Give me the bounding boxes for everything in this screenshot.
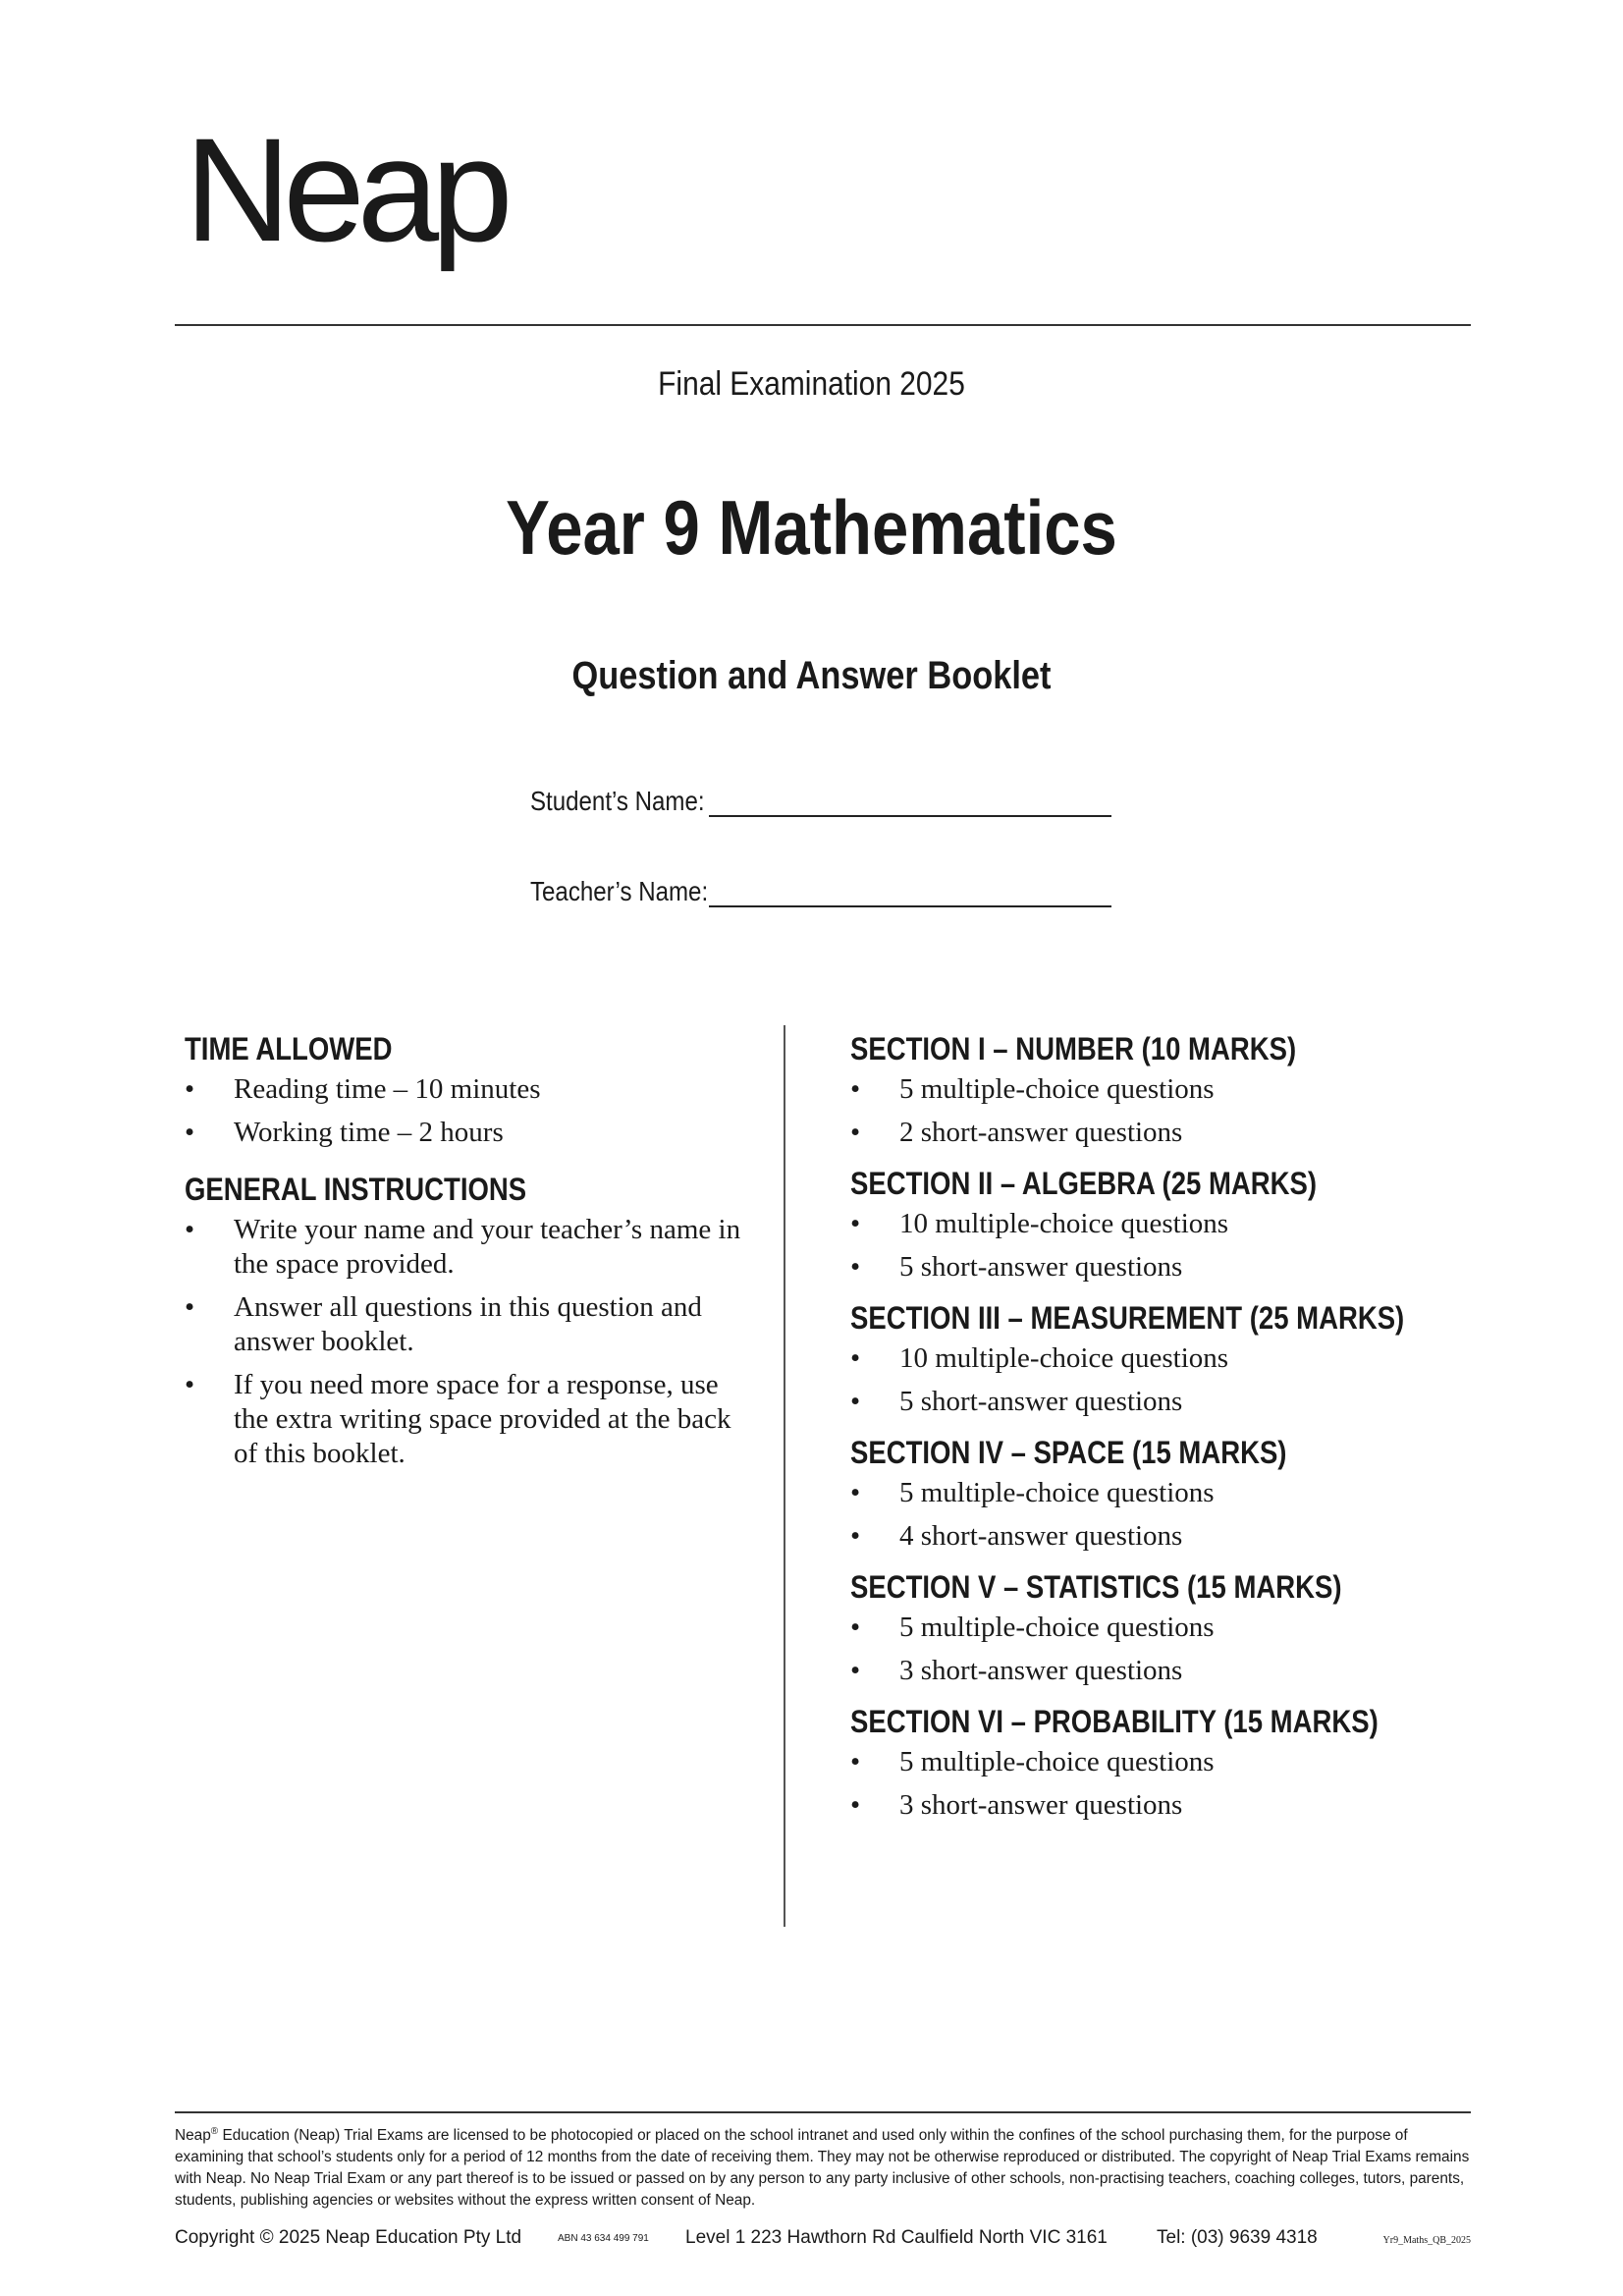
student-name-label: Student’s Name: <box>530 786 705 816</box>
section-group <box>850 1433 1439 1554</box>
address-text: Level 1 223 Hawthorn Rd Caulfield North VIC 3161 <box>685 2227 1108 2248</box>
document-code: Yr9_Maths_QB_2025 <box>1382 2235 1471 2246</box>
list-item: • 5 short-answer questions <box>850 1250 1439 1285</box>
teacher-name-row <box>530 868 1111 907</box>
neap-logo: Neap <box>185 107 506 272</box>
section-list <box>850 1207 1439 1285</box>
time-allowed-group <box>185 1029 754 1150</box>
list-item: • 3 short-answer questions <box>850 1654 1439 1688</box>
time-allowed-heading: TIME ALLOWED <box>185 1031 393 1066</box>
copyright-disclaimer <box>175 2121 1471 2212</box>
disclaimer-brand: Neap <box>175 2127 211 2145</box>
student-name-row <box>530 778 1111 817</box>
section-list <box>850 1745 1439 1823</box>
left-column <box>185 1029 754 1491</box>
section-group <box>850 1029 1439 1150</box>
list-item: • 4 short-answer questions <box>850 1519 1439 1554</box>
footer <box>175 2227 1471 2257</box>
section-heading: SECTION III – MEASUREMENT (25 MARKS) <box>850 1300 1405 1336</box>
list-item: • Working time – 2 hours <box>185 1116 754 1150</box>
general-instructions-heading: GENERAL INSTRUCTIONS <box>185 1172 527 1207</box>
section-list <box>850 1476 1439 1554</box>
section-group <box>850 1164 1439 1285</box>
section-heading: SECTION I – NUMBER (10 MARKS) <box>850 1031 1297 1066</box>
abn-text: ABN 43 634 499 791 <box>558 2233 649 2244</box>
section-group <box>850 1702 1439 1823</box>
list-item: • 5 multiple-choice questions <box>850 1476 1439 1510</box>
section-heading: SECTION IV – SPACE (15 MARKS) <box>850 1435 1287 1470</box>
bottom-divider <box>175 2111 1471 2113</box>
teacher-name-field[interactable] <box>709 876 1111 907</box>
section-list <box>850 1341 1439 1419</box>
list-item: • 3 short-answer questions <box>850 1788 1439 1823</box>
telephone-text: Tel: (03) 9639 4318 <box>1157 2227 1318 2248</box>
disclaimer-text: Education (Neap) Trial Exams are licensed to be photocopied or placed on the school intranet and used only within the confines of the school purchasing them, for the purpose of examining that school’s students only for a period of 12 months from the date of receiving them. They may not be otherwise reproduced or distributed. The copyright of Neap Trial Exams remains with Neap. No Neap Trial Exam or any part thereof is to be issued or passed on by any person to any party inclusive of other schools, non-practising teachers, coaching colleges, tutors, parents, students, publishing agencies or websites without the express written consent of Neap. <box>175 2127 1470 2210</box>
list-item: • 10 multiple-choice questions <box>850 1341 1439 1376</box>
list-item: • 10 multiple-choice questions <box>850 1207 1439 1241</box>
section-list <box>850 1072 1439 1150</box>
time-allowed-list <box>185 1072 754 1150</box>
top-divider <box>175 324 1471 326</box>
list-item: • Answer all questions in this question and answer booklet. <box>185 1290 754 1359</box>
list-item: • 2 short-answer questions <box>850 1116 1439 1150</box>
list-item: • Write your name and your teacher’s name in the space provided. <box>185 1213 754 1282</box>
teacher-name-label: Teacher’s Name: <box>530 876 709 906</box>
section-group <box>850 1298 1439 1419</box>
student-name-field[interactable] <box>709 786 1111 817</box>
general-instructions-group <box>185 1170 754 1471</box>
column-divider <box>784 1025 785 1927</box>
section-list <box>850 1611 1439 1688</box>
list-item: • If you need more space for a response, use the extra writing space provided at the back of this booklet. <box>185 1368 754 1471</box>
section-heading: SECTION V – STATISTICS (15 MARKS) <box>850 1569 1342 1605</box>
list-item: • 5 multiple-choice questions <box>850 1745 1439 1779</box>
list-item: • 5 multiple-choice questions <box>850 1072 1439 1107</box>
list-item: • 5 short-answer questions <box>850 1385 1439 1419</box>
section-heading: SECTION II – ALGEBRA (25 MARKS) <box>850 1166 1318 1201</box>
section-group <box>850 1567 1439 1688</box>
page-subtitle: Question and Answer Booklet <box>571 654 1052 697</box>
general-instructions-list <box>185 1213 754 1471</box>
list-item: • Reading time – 10 minutes <box>185 1072 754 1107</box>
copyright-text: Copyright © 2025 Neap Education Pty Ltd <box>175 2227 522 2248</box>
section-heading: SECTION VI – PROBABILITY (15 MARKS) <box>850 1704 1379 1739</box>
right-column <box>850 1029 1439 1836</box>
list-item: • 5 multiple-choice questions <box>850 1611 1439 1645</box>
page-title: Year 9 Mathematics <box>506 484 1117 571</box>
exam-line: Final Examination 2025 <box>658 365 965 403</box>
registered-mark: ® <box>210 2126 219 2137</box>
